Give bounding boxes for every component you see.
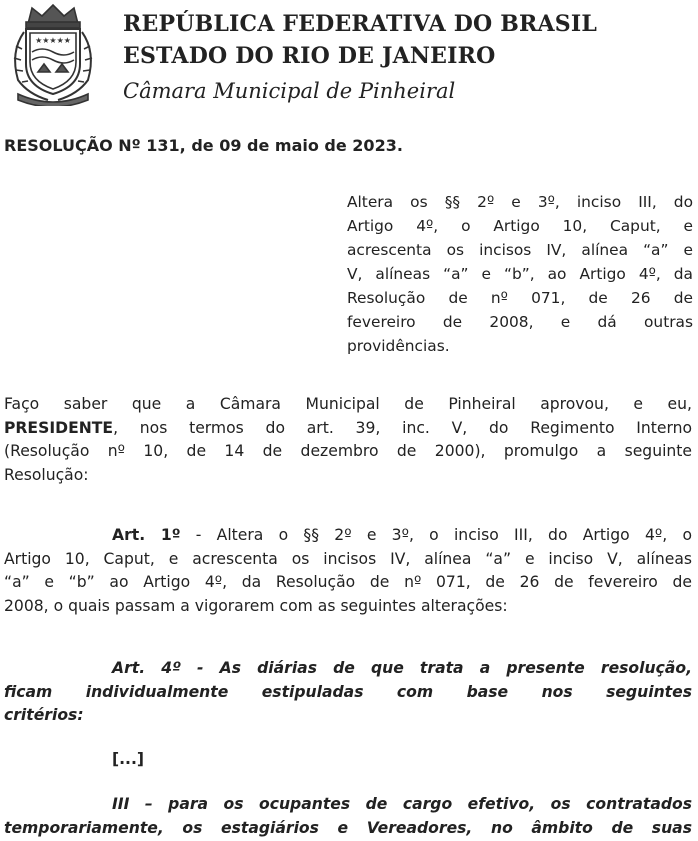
ellipsis-text: [...] bbox=[112, 750, 145, 768]
ementa-line: fevereiro de 2008, e dá outras bbox=[347, 313, 693, 331]
ementa-line: acrescenta os incisos IV, alínea “a” e bbox=[347, 241, 693, 259]
header-chamber: Câmara Municipal de Pinheiral bbox=[123, 79, 456, 103]
intro-line-rest: , nos termos do art. 39, inc. V, do Regimento Interno bbox=[113, 418, 692, 437]
ementa-line: Altera os §§ 2º e 3º, inciso III, do bbox=[347, 193, 693, 211]
intro-paragraph bbox=[4, 393, 692, 488]
inciso-3-line: temporariamente, os estagiários e Vereadores, no âmbito de suas bbox=[4, 818, 692, 837]
article-1-line bbox=[4, 524, 692, 548]
article-1-line: 2008, o quais passam a vigorarem com as seguintes alterações: bbox=[4, 597, 508, 616]
municipal-coat-of-arms-icon bbox=[4, 2, 102, 106]
svg-text:★★★★★: ★★★★★ bbox=[35, 36, 71, 45]
header-republic: REPÚBLICA FEDERATIVA DO BRASIL bbox=[123, 11, 598, 37]
ementa-line: Resolução de nº 071, de 26 de bbox=[347, 289, 693, 307]
ementa-line: V, alíneas “a” e “b”, ao Artigo 4º, da bbox=[347, 265, 693, 283]
article-4-line: ficam individualmente estipuladas com base nos seguintes bbox=[4, 682, 692, 701]
article-1-label: Art. 1º bbox=[112, 526, 181, 544]
president-label: PRESIDENTE bbox=[4, 418, 114, 437]
article-4 bbox=[4, 657, 692, 728]
article-4-line: critérios: bbox=[4, 706, 84, 725]
omission-marker bbox=[4, 748, 692, 772]
inciso-3-line: III – para os ocupantes de cargo efetivo, os contratados bbox=[112, 795, 692, 813]
ementa-summary bbox=[347, 190, 693, 358]
intro-line: (Resolução nº 10, de 14 de dezembro de 2000), promulgo a seguinte bbox=[4, 442, 692, 461]
article-1-line: Artigo 10, Caput, e acrescenta os incisos IV, alínea “a” e inciso V, alíneas bbox=[4, 549, 692, 568]
letterhead bbox=[123, 8, 597, 108]
header-state: ESTADO DO RIO DE JANEIRO bbox=[123, 43, 496, 69]
inciso-3 bbox=[4, 793, 692, 840]
article-1-line: “a” e “b” ao Artigo 4º, da Resolução de nº 071, de 26 de fevereiro de bbox=[4, 573, 692, 592]
article-4-line: Art. 4º - As diárias de que trata a presente resolução, bbox=[112, 659, 692, 677]
intro-line bbox=[4, 417, 692, 441]
intro-line: Resolução: bbox=[4, 466, 89, 485]
article-1-line-rest: - Altera o §§ 2º e 3º, o inciso III, do Artigo 4º, o bbox=[180, 526, 693, 544]
article-1 bbox=[4, 524, 692, 619]
ementa-line: Artigo 4º, o Artigo 10, Caput, e bbox=[347, 217, 693, 235]
ementa-line: providências. bbox=[347, 337, 450, 355]
resolution-title: RESOLUÇÃO Nº 131, de 09 de maio de 2023. bbox=[4, 136, 403, 155]
intro-line: Faço saber que a Câmara Municipal de Pinheiral aprovou, e eu, bbox=[4, 395, 692, 413]
